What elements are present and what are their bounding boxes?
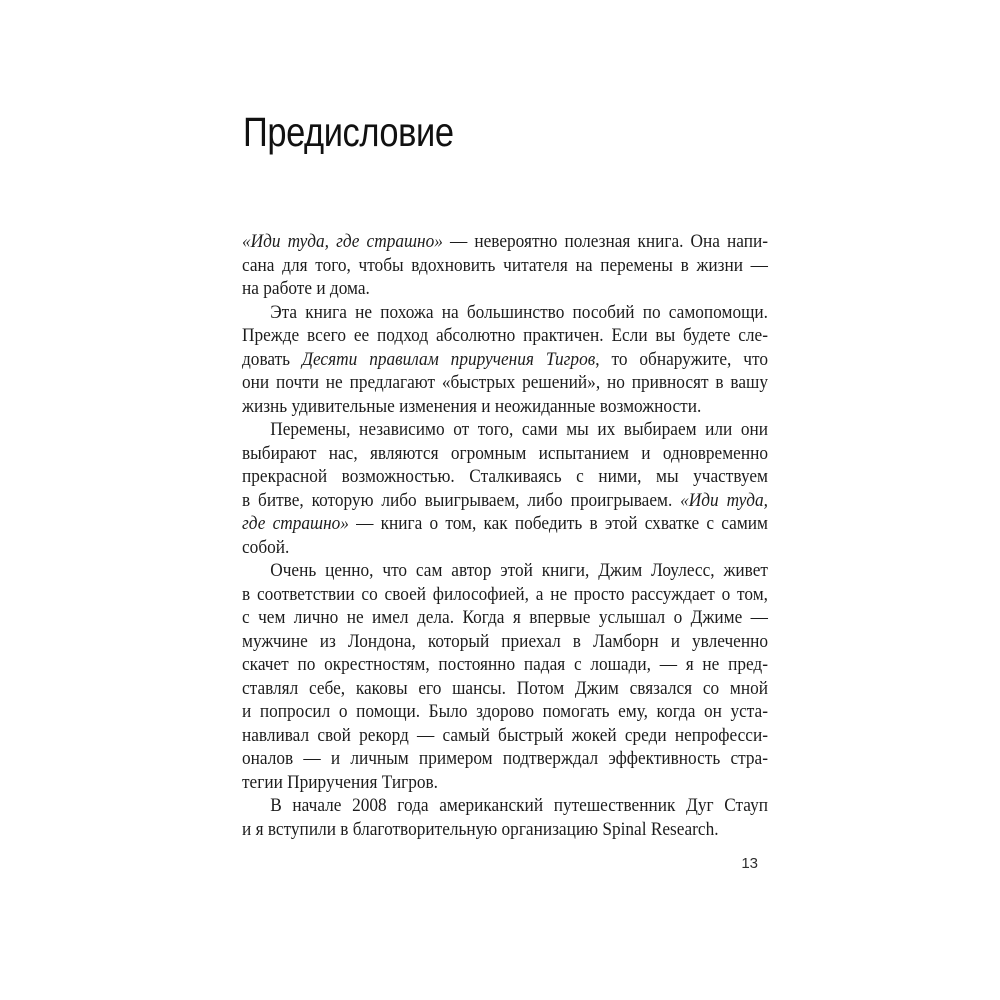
italic-text-segment: «Иди туда, (680, 489, 768, 511)
text-segment: они почти не предлагают «быстрых решений», но привносят в вашу (242, 372, 768, 393)
text-segment: тегии Приручения Тигров. (242, 771, 439, 793)
chapter-heading: Предисловие (243, 109, 454, 155)
text-line (242, 606, 768, 630)
text-segment: выбирают нас, являются огромным испытанием и одновременно (242, 442, 768, 464)
text-line (242, 277, 768, 301)
text-line (242, 630, 768, 654)
text-segment: довать (242, 348, 302, 370)
text-line (242, 324, 768, 348)
italic-text-segment: где страшно» (242, 513, 349, 534)
text-segment: — книга о том, как победить в этой схватке с самим (348, 513, 768, 534)
text-segment: Перемены, независимо от того, сами мы их выбираем или они (270, 419, 768, 440)
text-segment: жизнь удивительные изменения и неожиданные возможности. (242, 395, 702, 417)
text-line (242, 771, 768, 795)
text-line (242, 700, 768, 724)
text-segment: — невероятно полезная книга. Она напи- (442, 231, 768, 252)
text-line (242, 395, 768, 419)
text-segment: в битве, которую либо выигрываем, либо проигрываем. (242, 489, 681, 511)
text-line (242, 442, 768, 466)
text-segment: Прежде всего ее подход абсолютно практичен. Если вы будете сле- (242, 325, 768, 346)
text-segment: скачет по окрестностям, постоянно падая с лошади, — я не пред- (242, 654, 768, 675)
text-line (242, 583, 768, 607)
text-line (242, 559, 768, 583)
text-line (242, 747, 768, 771)
text-segment: оналов — и личным примером подтверждал эффективность стра- (242, 748, 768, 769)
text-line (242, 371, 768, 395)
text-line (242, 301, 768, 325)
italic-text-segment: «Иди туда, где страшно» (242, 231, 443, 252)
text-segment: собой. (242, 536, 290, 558)
text-line (242, 489, 768, 513)
text-segment: прекрасной возможностью. Сталкиваясь с ними, мы участвуем (242, 466, 768, 487)
text-segment: Эта книга не похожа на большинство пособий по самопомощи. (270, 301, 768, 323)
text-segment: В начале 2008 года американский путешественник Дуг Стауп (270, 795, 768, 816)
text-line (242, 818, 768, 842)
text-segment: ставлял себе, каковы его шансы. Потом Джим связался со мной (242, 677, 768, 699)
text-line (242, 536, 768, 560)
text-line (242, 254, 768, 278)
text-line (242, 677, 768, 701)
text-line (242, 465, 768, 489)
text-line (242, 348, 768, 372)
text-line (242, 512, 768, 536)
text-segment: , то обнаружите, что (595, 348, 768, 370)
text-segment: и попросил о помощи. Было здорово помогать ему, когда он уста- (242, 701, 768, 722)
text-line (242, 653, 768, 677)
text-segment: мужчине из Лондона, который приехал в Ламборн и увлеченно (242, 630, 768, 652)
text-segment: Очень ценно, что сам автор этой книги, Джим Лоулесс, живет (270, 560, 768, 581)
text-segment: на работе и дома. (242, 278, 370, 299)
italic-text-segment: Десяти правилам приручения Тигров (301, 348, 596, 370)
text-segment: и я вступили в благотворительную организацию Spinal Research. (242, 818, 719, 840)
text-line (242, 724, 768, 748)
text-segment: навливал свой рекорд — самый быстрый жокей среди непрофесси- (242, 724, 768, 746)
text-segment: сана для того, чтобы вдохновить читателя на перемены в жизни — (242, 254, 768, 276)
text-segment: в соответствии со своей философией, а не просто рассуждает о том, (242, 583, 768, 605)
text-block (242, 230, 768, 841)
text-line (242, 794, 768, 818)
text-segment: с чем лично не имел дела. Когда я впервые услышал о Джиме — (242, 607, 768, 628)
text-line (242, 230, 768, 254)
text-line (242, 418, 768, 442)
page-number: 13 (741, 855, 758, 872)
